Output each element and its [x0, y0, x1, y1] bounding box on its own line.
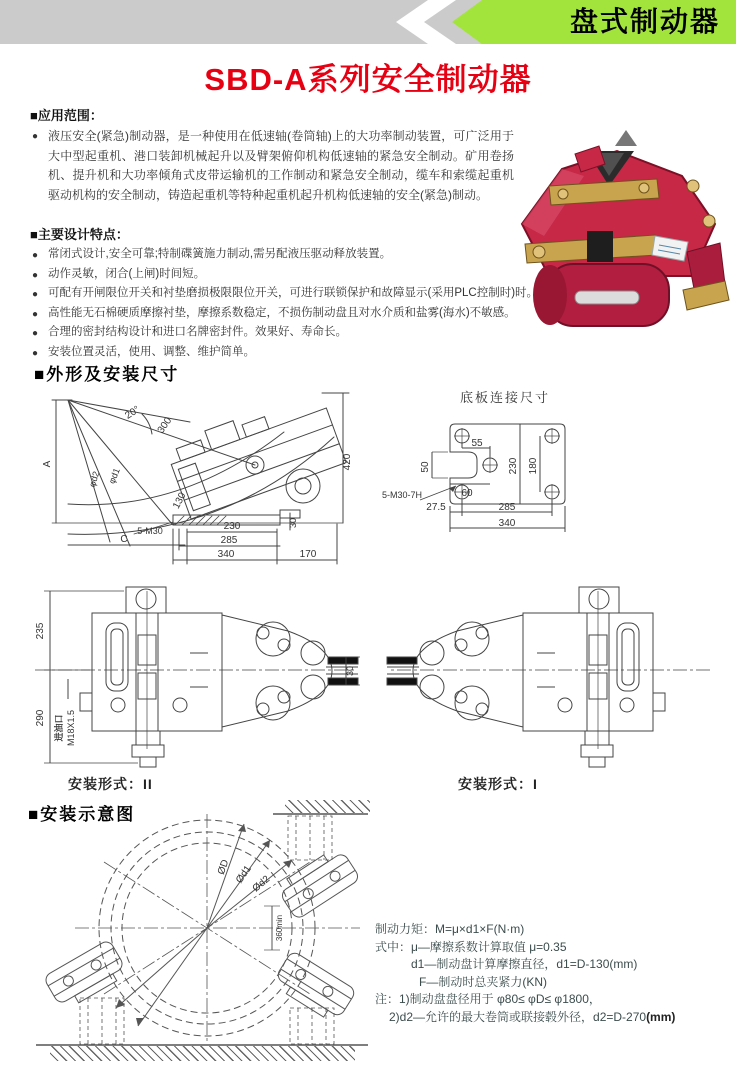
feature-item: ● 合理的密封结构设计和进口名牌密封件。效果好、寿命长。 [32, 323, 572, 343]
feature-item: ● 安装位置灵活，使用、调整、维护简单。 [32, 343, 572, 363]
page-title: SBD-A系列安全制动器 [204, 62, 532, 97]
thread-5M30: 5-M30 [137, 526, 163, 536]
dim-180: 180 [528, 457, 539, 475]
oil-thread-label: M18X1.5 [66, 709, 76, 747]
dim-360min: 360min [275, 914, 284, 942]
front-view-mount2 [30, 573, 360, 773]
ceiling-hatch [285, 800, 370, 813]
feature-item: ● 高性能无石棉硬质摩擦衬垫，摩擦系数稳定，不损伤制动盘且对水介质和盐雾(海水)不敏感。 [32, 304, 572, 324]
dim-phid1: Ød1 [234, 863, 254, 886]
dim-A: A [42, 460, 53, 468]
feature-item: ● 可配有开闸限位开关和衬垫磨损极限限位开关，可进行联锁保护和故障显示(采用PLC控制时)时。 [32, 284, 572, 304]
dim-420: 420 [342, 453, 353, 471]
caliper-outline-mirrored [387, 587, 710, 767]
application-text: ● 液压安全(紧急)制动器，是一种使用在低速轴(卷筒轴)上的大功率制动装置，可广泛用于大中型起重机、港口装卸机械起升以及臂架俯仰机构低速轴的紧急安全制动。矿用卷扬机、提升机和大功率倾角式皮带运输机的工作制动和紧急安全制动，缆车和索缆起重机驱动机构的安全制动，铸造起重机等特种起重机起升机构低速轴的安全(紧急)制动。 [32, 127, 514, 205]
dim-phiD: ØD [215, 858, 232, 877]
dim-27-5: 27.5 [426, 502, 446, 513]
outline-drawing [22, 382, 422, 582]
front-view2-labels [35, 622, 355, 746]
installation-labels [216, 858, 284, 941]
dim-C: C [120, 534, 128, 545]
top-banner [0, 0, 736, 44]
dim-300: 300 [155, 415, 175, 436]
formula-line: 式中：μ—摩擦系数计算取值 μ=0.35 [375, 939, 567, 954]
dim-285: 285 [498, 502, 516, 513]
dim-30: 30 [288, 517, 298, 529]
banner-title: 盘式制动器 [569, 6, 720, 37]
caliper-outline [35, 587, 358, 767]
formula-note: 注：1)制动盘盘径用于 φ80≤ φD≤ φ1800， [375, 992, 601, 1006]
installation-heading: ■安装示意图 [28, 805, 136, 824]
formula-line: 制动力矩：M=μ×d1×F(N·m) [375, 922, 525, 936]
features-list [32, 245, 572, 362]
formula-line: d1—制动盘计算摩擦直径，d1=D-130(mm) [411, 957, 638, 971]
dim-285: 285 [220, 535, 238, 546]
front-view-mount1 [385, 573, 715, 773]
outline-labels [42, 404, 353, 560]
dim-phid2: Ød2 [250, 873, 273, 895]
oil-port-label: 进油口 [54, 714, 64, 742]
dim-340: 340 [498, 518, 516, 529]
front-view2-dims [44, 591, 360, 763]
formula-line: F—制动时总夹紧力(KN) [419, 974, 547, 989]
formula-note [375, 1009, 731, 1027]
dim-130: 130 [171, 490, 189, 511]
dim-50: 50 [420, 461, 431, 473]
base-plate-drawing [380, 386, 730, 568]
formula-note-bold: (mm) [646, 1009, 676, 1024]
dim-55: 55 [471, 438, 483, 449]
dim-phid2: φd2 [87, 470, 102, 489]
application-heading: ■应用范围： [30, 108, 103, 123]
dim-230: 230 [508, 457, 519, 475]
dim-30: 30 [345, 665, 355, 677]
base-plate-linework [420, 424, 565, 532]
dim-phid1: φd1 [106, 466, 122, 486]
feature-item: ● 常闭式设计,安全可靠;特制碟簧施力制动,需另配液压驱动释放装置。 [32, 245, 572, 265]
dim-230: 230 [223, 521, 241, 532]
dim-20deg: 20° [123, 404, 142, 422]
mount-type1-caption: 安装形式：I [458, 776, 538, 792]
formula-note-text: 2)d2—允许的最大卷筒或联接毂外径，d2=D-270 [389, 1009, 647, 1024]
dim-340: 340 [217, 549, 235, 560]
features-heading: ■主要设计特点： [30, 227, 129, 242]
base-plate-title: 底板连接尺寸 [459, 390, 551, 405]
installation-linework [36, 814, 368, 1045]
feature-item: ● 动作灵敏，闭合(上闸)时间短。 [32, 265, 572, 285]
brake-unit [271, 950, 357, 1024]
installation-drawing [20, 800, 380, 1062]
ground-hatch [50, 1046, 355, 1061]
thread-5M30-7H: 5-M30-7H [382, 490, 423, 500]
dimensions-heading: ■外形及安装尺寸 [34, 365, 180, 384]
mount-type2-caption: 安装形式：II [68, 776, 153, 792]
formula-block [375, 921, 731, 1026]
dim-290: 290 [35, 709, 46, 727]
dim-60: 60 [461, 488, 473, 499]
dim-170: 170 [299, 549, 317, 560]
dim-235: 235 [35, 622, 46, 640]
